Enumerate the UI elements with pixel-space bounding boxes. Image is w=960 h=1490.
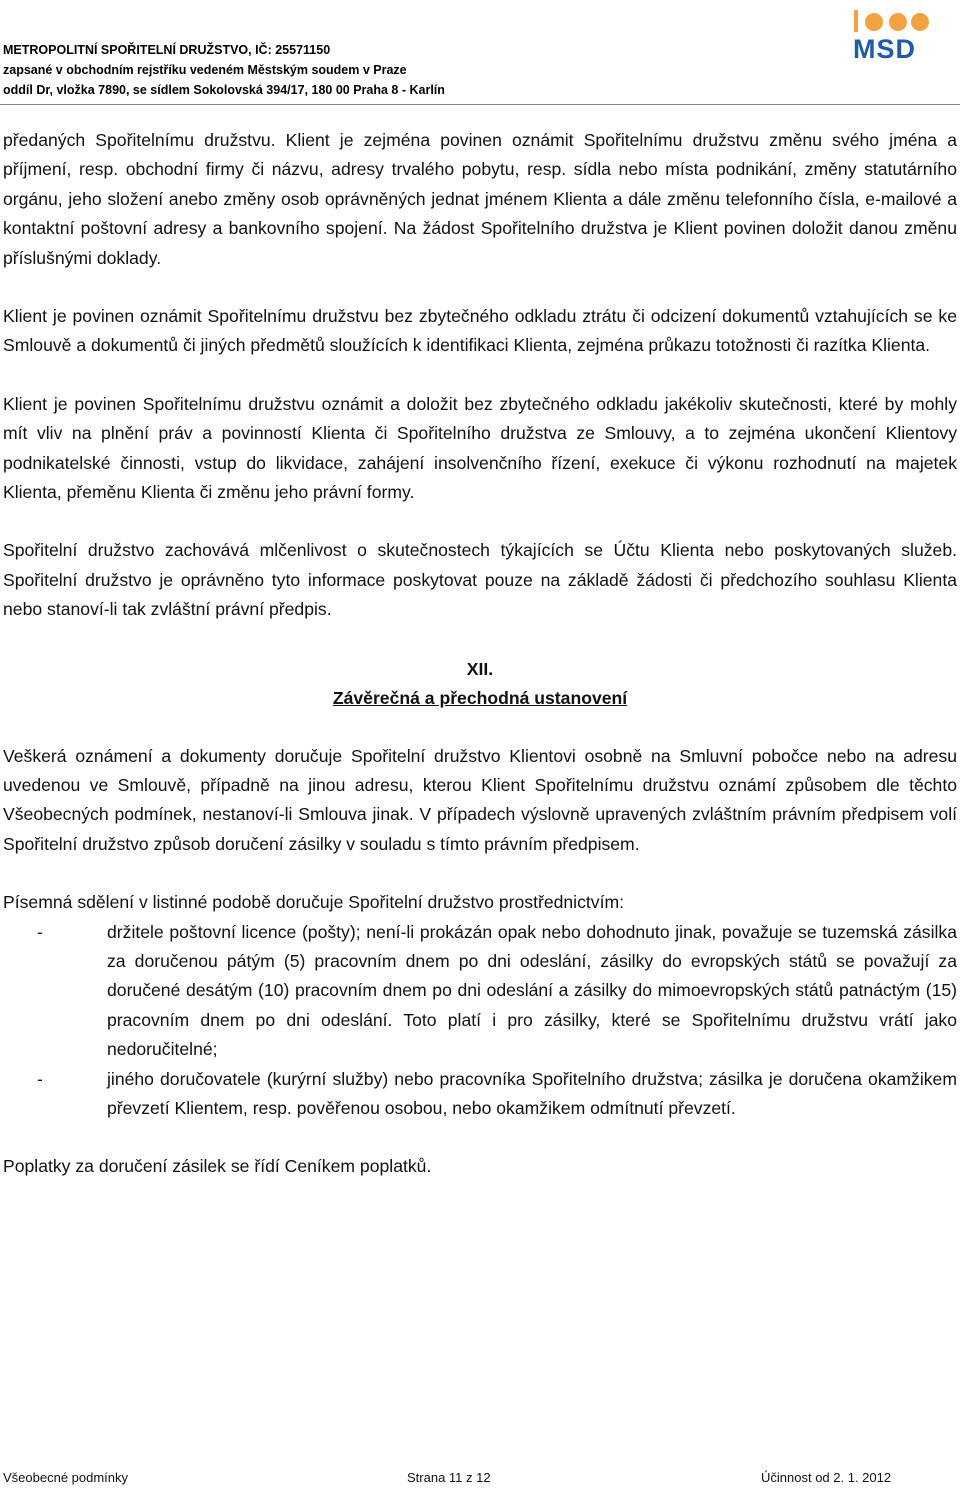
paragraph: Spořitelní družstvo zachovává mlčenlivost o skutečnostech týkajících se Účtu Klienta nebo poskytovaných služeb. Spořitelní družstvo je oprávněno tyto informace poskytovat pouze na základě žádosti či předchozího souhlasu Klienta nebo stanoví-li tak zvláštní právní předpis. bbox=[3, 540, 957, 620]
footer-effective-date: Účinnost od 2. 1. 2012 bbox=[761, 1470, 892, 1485]
list-item-text: držitele poštovní licence (pošty); není-li prokázán opak nebo dohodnuto jinak, považuje se tuzemská zásilka za doručenou pátým (5) pracovním dnem po dni odeslání, zásilky do evropských států se považují za doručené desátým (10) pracovním dnem po dni odeslání a zásilky do mimoevropských států patnáctým (15) pracovním dnem po dni odeslání. Toto platí i pro zásilky, které se Spořitelnímu družstvu vrátí jako nedoručitelné; bbox=[107, 921, 957, 1060]
document-body bbox=[3, 126, 957, 1182]
paragraph: Klient je povinen oznámit Spořitelnímu družstvu bez zbytečného odkladu ztrátu či odcizení dokumentů vztahujících se ke Smlouvě a dokumentů či jiných předmětů sloužících k identifikaci Klienta, zejména průkazu totožnosti či razítka Klienta. bbox=[3, 306, 957, 356]
section-number: XII. bbox=[466, 658, 494, 679]
paragraph: Veškerá oznámení a dokumenty doručuje Spořitelní družstvo Klientovi osobně na Smluvní pobočce nebo na adresu uvedenou ve Smlouvě, případně na jinou adresu, kterou Klient Spořitelnímu družstvu oznámí způsobem dle těchto Všeobecných podmínek, nestanoví-li Smlouva jinak. V případech výslovně upravených zvláštním právním předpisem volí Spořitelní družstvo způsob doručení zásilky v souladu s tímto právním předpisem. bbox=[3, 745, 957, 854]
delivery-methods-list bbox=[3, 918, 957, 1124]
header-address-line: oddíl Dr, vložka 7890, se sídlem Sokolovská 394/17, 180 00 Praha 8 - Karlín bbox=[3, 83, 445, 97]
page-header bbox=[3, 40, 703, 100]
paragraph: Písemná sdělení v listinné podobě doručuje Spořitelní družstvo prostřednictvím: bbox=[3, 892, 624, 913]
paragraph: předaných Spořitelnímu družstvu. Klient je zejména povinen oznámit Spořitelnímu družstvu změnu svého jména a příjmení, resp. obchodní firmy či názvu, adresy trvalého pobytu, resp. sídla nebo místa podnikání, změny statutárního orgánu, jeho složení anebo změny osob oprávněných jednat jménem Klienta a dále změnu telefonního čísla, e-mailové a kontaktní poštovní adresy a bankovního spojení. Na žádost Spořitelního družstva je Klient povinen doložit danou změnu příslušnými doklady. bbox=[3, 130, 957, 268]
paragraph: Klient je povinen Spořitelnímu družstvu oznámit a doložit bez zbytečného odkladu jakékoliv skutečnosti, které by mohly mít vliv na plnění práv a povinností Klienta či Spořitelního družstva ze Smlouvy, a to zejména ukončení Klientovy podnikatelské činnosti, vstup do likvidace, zahájení insolvenčního řízení, exekuce či výkonu rozhodnutí na majetek Klienta, přeměnu Klienta či změnu jeho právní formy. bbox=[3, 393, 957, 503]
list-marker: - bbox=[37, 1068, 43, 1089]
logo-dots-icon bbox=[812, 6, 932, 34]
logo-text: MSD bbox=[853, 34, 916, 64]
footer-document-name: Všeobecné podmínky bbox=[3, 1470, 129, 1485]
list-item bbox=[3, 1065, 957, 1124]
header-divider bbox=[0, 104, 960, 105]
closing-paragraph: Poplatky za doručení zásilek se řídí Ceníkem poplatků. bbox=[3, 1156, 432, 1177]
msd-logo bbox=[812, 6, 932, 62]
footer-page-number: Strana 11 z 12 bbox=[407, 1470, 491, 1485]
section-heading bbox=[3, 655, 957, 714]
header-company-line: METROPOLITNÍ SPOŘITELNÍ DRUŽSTVO, IČ: 25571150 bbox=[3, 43, 331, 57]
list-item-text: jiného doručovatele (kurýrní služby) nebo pracovníka Spořitelního družstva; zásilka je doručena okamžikem převzetí Klientem, resp. pověřenou osobou, nebo okamžikem odmítnutí převzetí. bbox=[107, 1068, 957, 1118]
header-registry-line: zapsané v obchodním rejstříku vedeném Městským soudem v Praze bbox=[3, 63, 407, 77]
section-title: Závěrečná a přechodná ustanovení bbox=[332, 688, 628, 709]
list-marker: - bbox=[37, 921, 43, 942]
list-item bbox=[3, 918, 957, 1065]
